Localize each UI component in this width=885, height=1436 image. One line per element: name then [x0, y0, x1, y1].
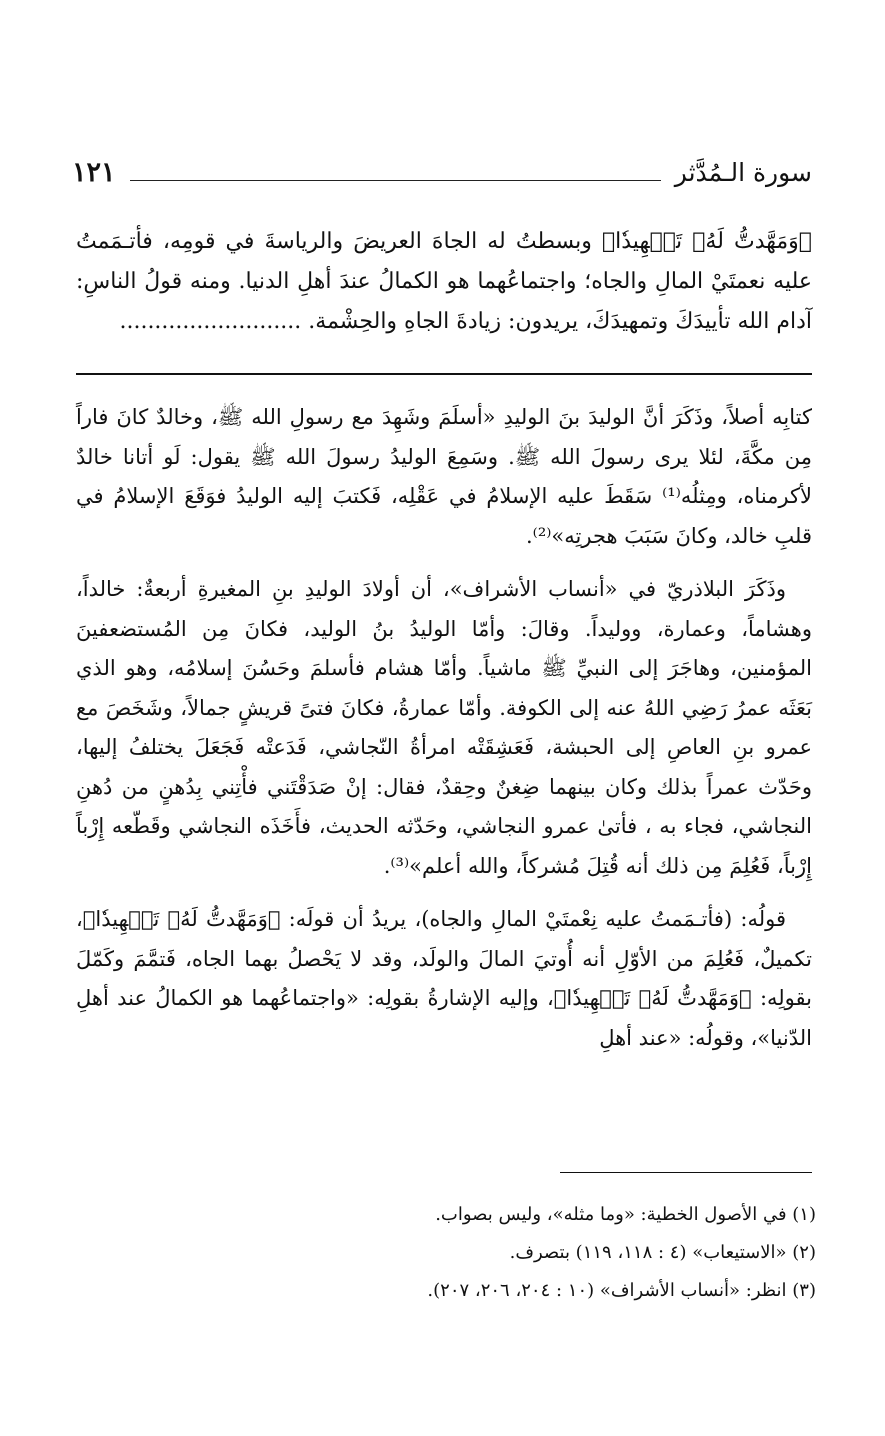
page-number: ١٢١ — [72, 156, 116, 188]
header-rule — [130, 180, 661, 181]
surah-title: سورة الـمُدَّثر — [674, 157, 812, 187]
commentary-paragraph: وذَكَرَ البلاذريّ في «أنساب الأشراف»، أن أولادَ الوليدِ بنِ المغيرةِ أربعةٌ: خالداً، وهشاماً، وعمارة، ووليداً. وقالَ: وأمّا الوليدُ بنُ الوليد، فكانَ مِن المُستضعفينَ المؤمنين، وهاجَرَ إلى النبيِّ ﷺ ماشياً. وأمّا هشام فأسلمَ وحَسُنَ إسلامُه، وهو الذي بَعَثَه عمرُ رَضِي اللهُ عنه إلى الكوفة. وأمّا عمارةُ، فكانَ فتىً قريشٍ جمالاً، وشَخَصَ مع عمرو بنِ العاصِ إلى الحبشة، فَعَشِقَتْه امرأةُ النّجاشي، فَدَعتْه فَجَعَلَ يختلفُ إليها، وحَدّث عمراً بذلك وكان بينهما ضِغنٌ وحِقدٌ، فقال: إنْ صَدَقْتَني فأْتِني بِدُهنٍ من دُهنِ النجاشي، فجاء به ، فأتىٰ عمرو النجاشي، وحَدّثه الحديث، فأَخَذَه النجاشي وقَطّعه إِرْباً إِرْباً، فَعُلِمَ مِن ذلك أنه قُتِلَ مُشركاً، والله أعلم»⁽³⁾. — [76, 577, 812, 878]
footnote: (١) في الأصول الخطية: «وما مثله»، وليس بصواب. — [435, 1204, 816, 1225]
main-divider — [76, 373, 812, 375]
main-text: ﴿وَمَهَّدتُّ لَهُۥ تَمۡهِيدٗا﴾ وبسطتُ له الجاهَ العريضَ والرياسةَ في قومِه، فأتـمَمتُ عليه نعمتَيْ المالِ والجاه؛ واجتماعُهما هو الكمالُ عندَ أهلِ الدنيا. ومنه قولُ الناسِ: آدام الله تأييدَكَ وتمهيدَكَ، يريدون: زيادةَ الجاهِ والحِشْمة. .......................... — [76, 229, 812, 334]
footnotes — [76, 1196, 816, 1310]
running-head — [72, 150, 812, 194]
footnote: (٢) «الاستيعاب» (٤ : ١١٨، ١١٩) بتصرف. — [509, 1242, 816, 1263]
footnote: (٣) انظر: «أنساب الأشراف» (١٠ : ٢٠٤، ٢٠٦، ٢٠٧). — [427, 1280, 816, 1301]
footnote-divider — [560, 1172, 812, 1173]
commentary-paragraph: كتابِه أصلاً، وذَكَرَ أنَّ الوليدَ بنَ الوليدِ «أسلَمَ وشَهِدَ مع رسولِ الله ﷺ، وخالدٌ كانَ فاراً مِن مكَّةَ، لئلا يرى رسولَ الله ﷺ. وسَمِعَ الوليدُ رسولَ الله ﷺ يقول: لَو أتانا خالدٌ لأكرمناه، ومِثلُه⁽¹⁾ سَقَطَ عليه الإسلامُ في عَقْلِه، فَكتبَ إليه الوليدُ فوَقَعَ الإسلامُ في قلبِ خالد، وكانَ سَبَبَ هجرتِه»⁽²⁾. — [76, 405, 812, 548]
commentary — [76, 398, 812, 1072]
commentary-paragraph: قولُه: (فأتـمَمتُ عليه نِعْمتَيْ المالِ والجاه)، يريدُ أن قولَه: ﴿وَمَهَّدتُّ لَهُۥ تَمۡهِيدٗا﴾، تكميلٌ، فَعُلِمَ من الأوّلِ أنه أُوتيَ المالَ والولَد، وقد لا يَحْصلُ بهما الجاه، فَتمَّمَ وكَمّلَ بقولِه: ﴿وَمَهَّدتُّ لَهُۥ تَمۡهِيدٗا﴾، وإليه الإشارةُ بقولِه: «واجتماعُهما هو الكمالُ عند أهلِ الدّنيا»، وقولُه: «عند أهلِ — [76, 907, 812, 1050]
